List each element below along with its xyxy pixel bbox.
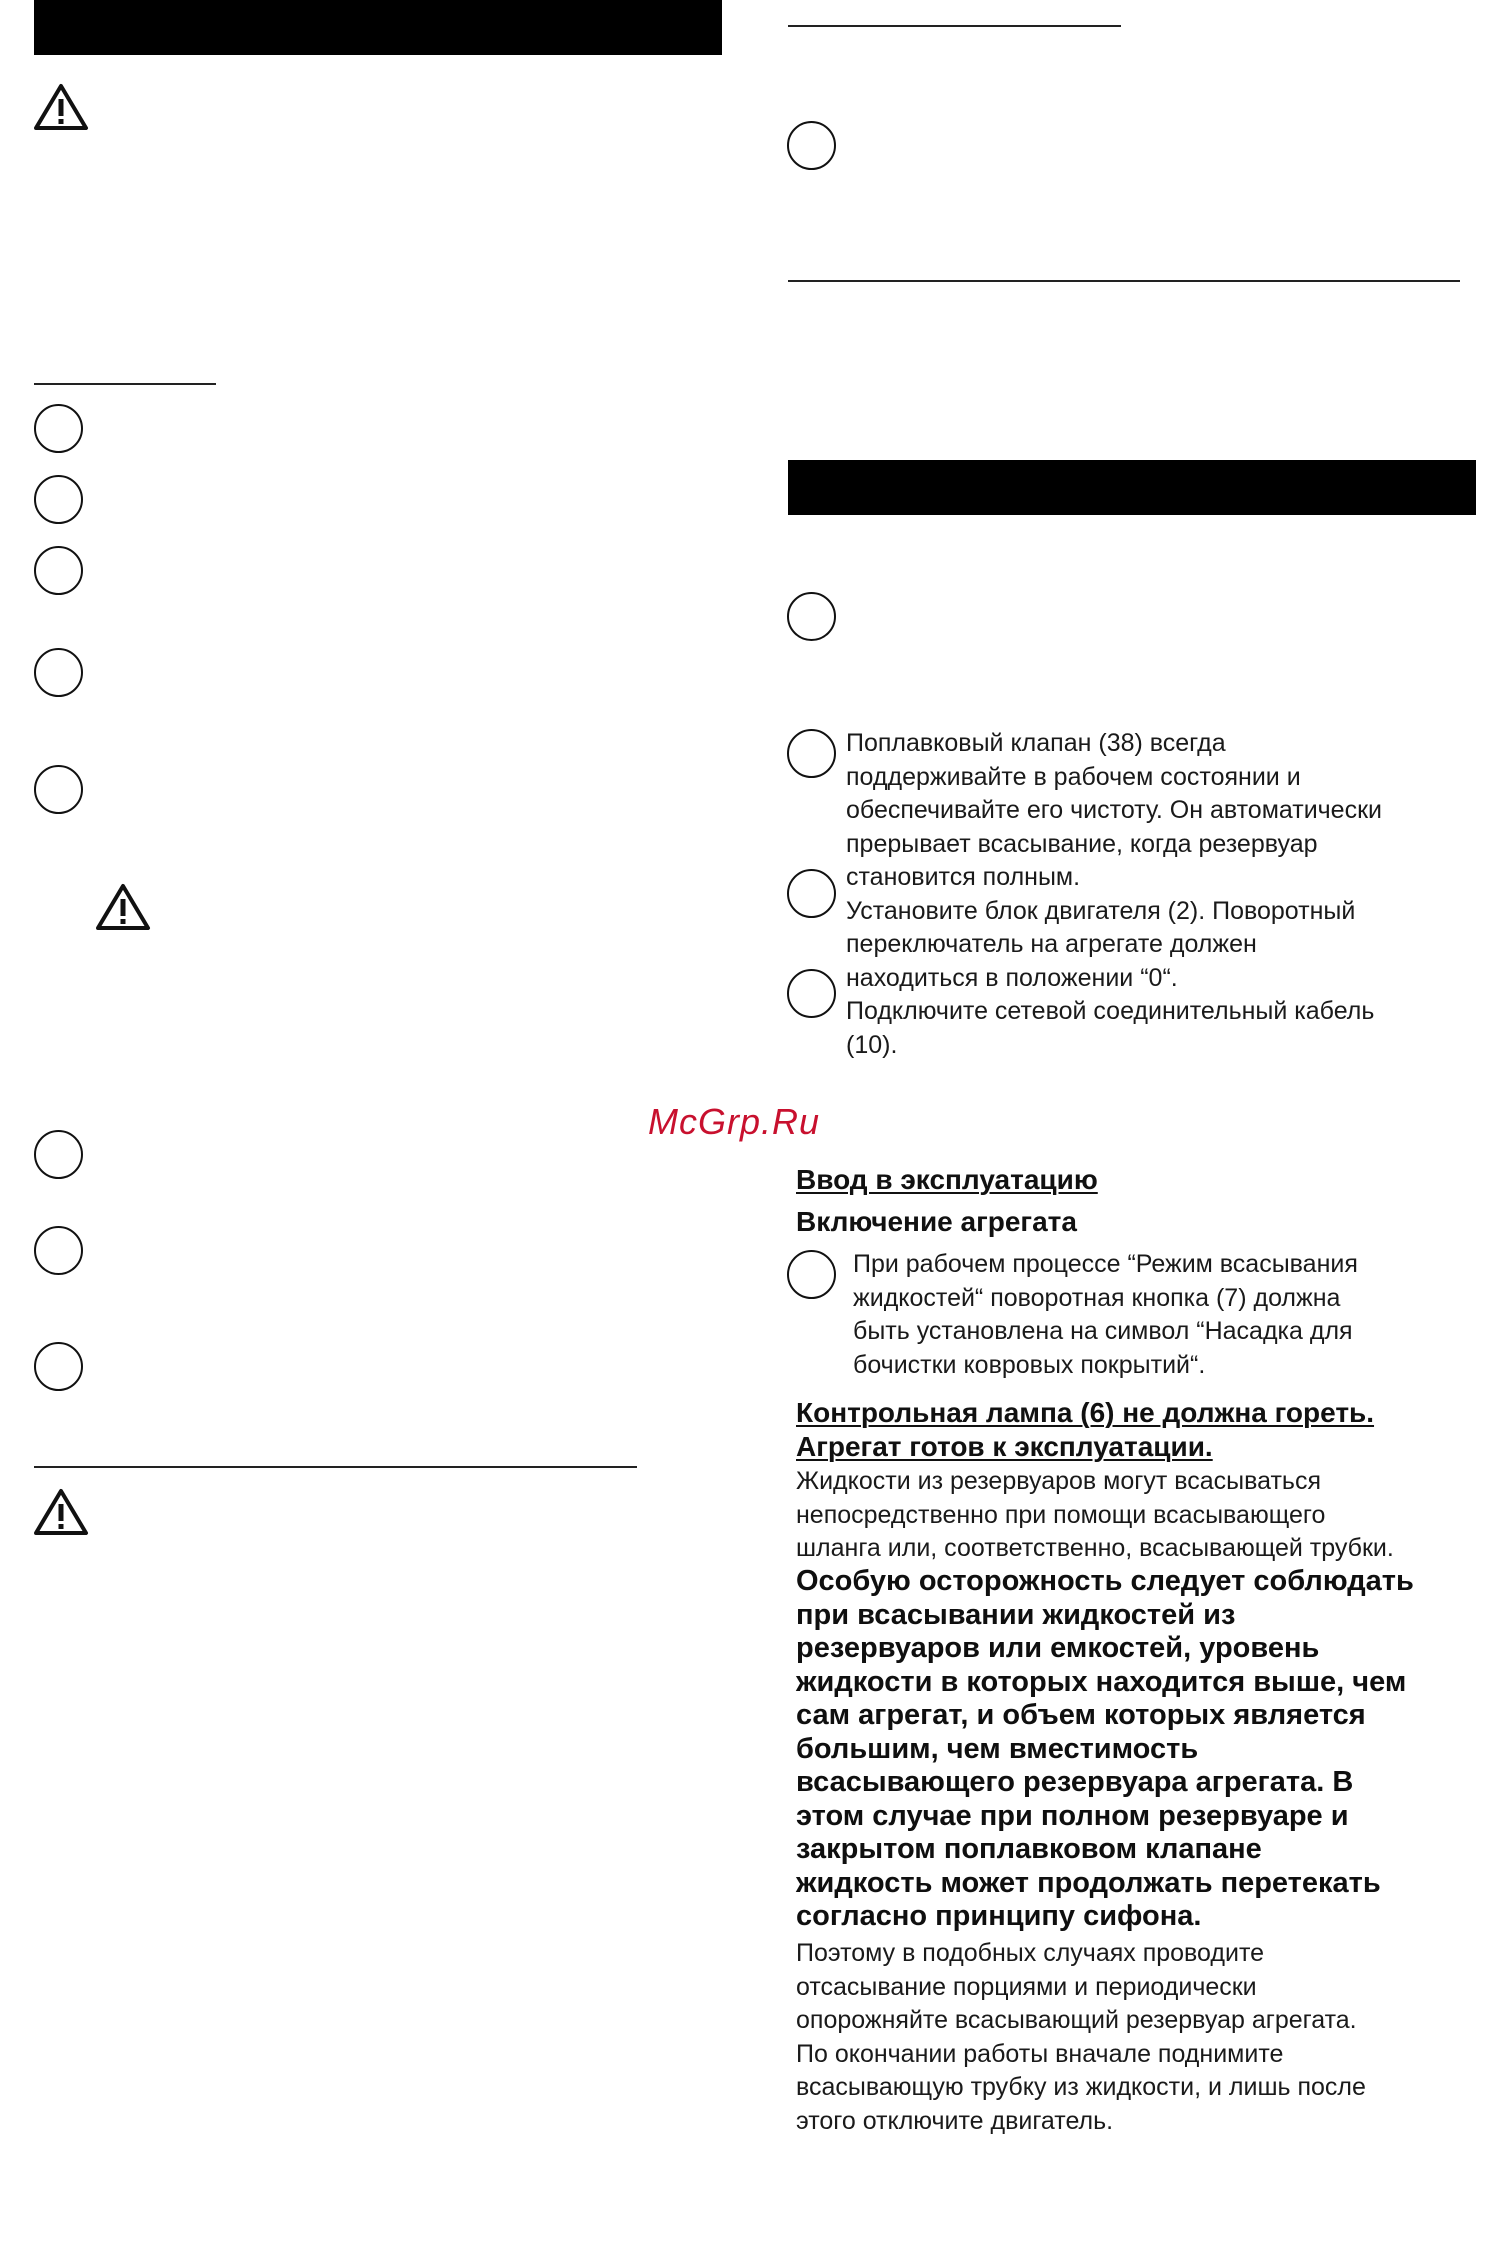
step-circle (34, 1130, 83, 1179)
left-bottom-rule (34, 1466, 637, 1468)
switch-on-subheading: Включение агрегата (796, 1206, 1077, 1237)
step-circle (787, 121, 836, 170)
warning-triangle-icon (95, 882, 151, 932)
step-circle (34, 546, 83, 595)
step-circle (787, 592, 836, 641)
step-circle (34, 1226, 83, 1275)
step-circle (34, 1342, 83, 1391)
left-section-header-bar (34, 0, 722, 55)
warning-triangle-icon (33, 82, 89, 132)
portion-suction-text: Поэтому в подобных случаях проводите отсасывание порциями и периодически опорожняйте всасывающий резервуар агрегата. По окончании работы вначале поднимите всасывающую трубку из жидкости, и лишь после этого отключите двигатель. (796, 1939, 1366, 2135)
step-circle (34, 475, 83, 524)
left-short-rule (34, 383, 216, 385)
warning-triangle-icon (33, 1487, 89, 1537)
float-valve-instructions: Поплавковый клапан (38) всегда поддерживайте в рабочем состоянии и обеспечивайте его чистоту. Он автоматически прерывает всасывание, когда резервуар становится полным. Установите блок двигателя (2). Поворотный переключатель на агрегате должен находиться в положении “0“. Подключите сетевой соединительный кабель (10). (846, 729, 1382, 1059)
step-circle (787, 729, 836, 778)
step-circle (34, 648, 83, 697)
step-circle (34, 765, 83, 814)
right-mid-rule (788, 280, 1460, 282)
right-section-header-bar (788, 460, 1476, 515)
step-circle (34, 404, 83, 453)
watermark: McGrp.Ru (648, 1101, 821, 1142)
liquids-suction-text: Жидкости из резервуаров могут всасываться непосредственно при помощи всасывающего шланга или, соответственно, всасывающей трубки. (796, 1467, 1394, 1562)
rotary-knob-instruction: При рабочем процессе “Режим всасывания жидкостей“ поворотная кнопка (7) должна быть установлена на символ “Насадка для бочистки ковровых покрытий“. (853, 1250, 1358, 1379)
commissioning-heading: Ввод в эксплуатацию (796, 1164, 1098, 1195)
step-circle (787, 969, 836, 1018)
ready-note: Агрегат готов к эксплуатации. (796, 1431, 1213, 1462)
right-top-rule (788, 25, 1121, 27)
control-lamp-note: Контрольная лампа (6) не должна гореть. (796, 1397, 1375, 1428)
step-circle (787, 1250, 836, 1299)
siphon-caution-text: Особую осторожность следует соблюдать при всасывании жидкостей из резервуаров или емкостей, уровень жидкости в которых находится выше, чем сам агрегат, и объем которых является большим, чем вместимость всасывающего резервуара агрегата. В этом случае при полном резервуаре и закрытом поплавковом клапане жидкость может продолжать перетекать согласно принципу сифона. (796, 1565, 1414, 1932)
step-circle (787, 869, 836, 918)
